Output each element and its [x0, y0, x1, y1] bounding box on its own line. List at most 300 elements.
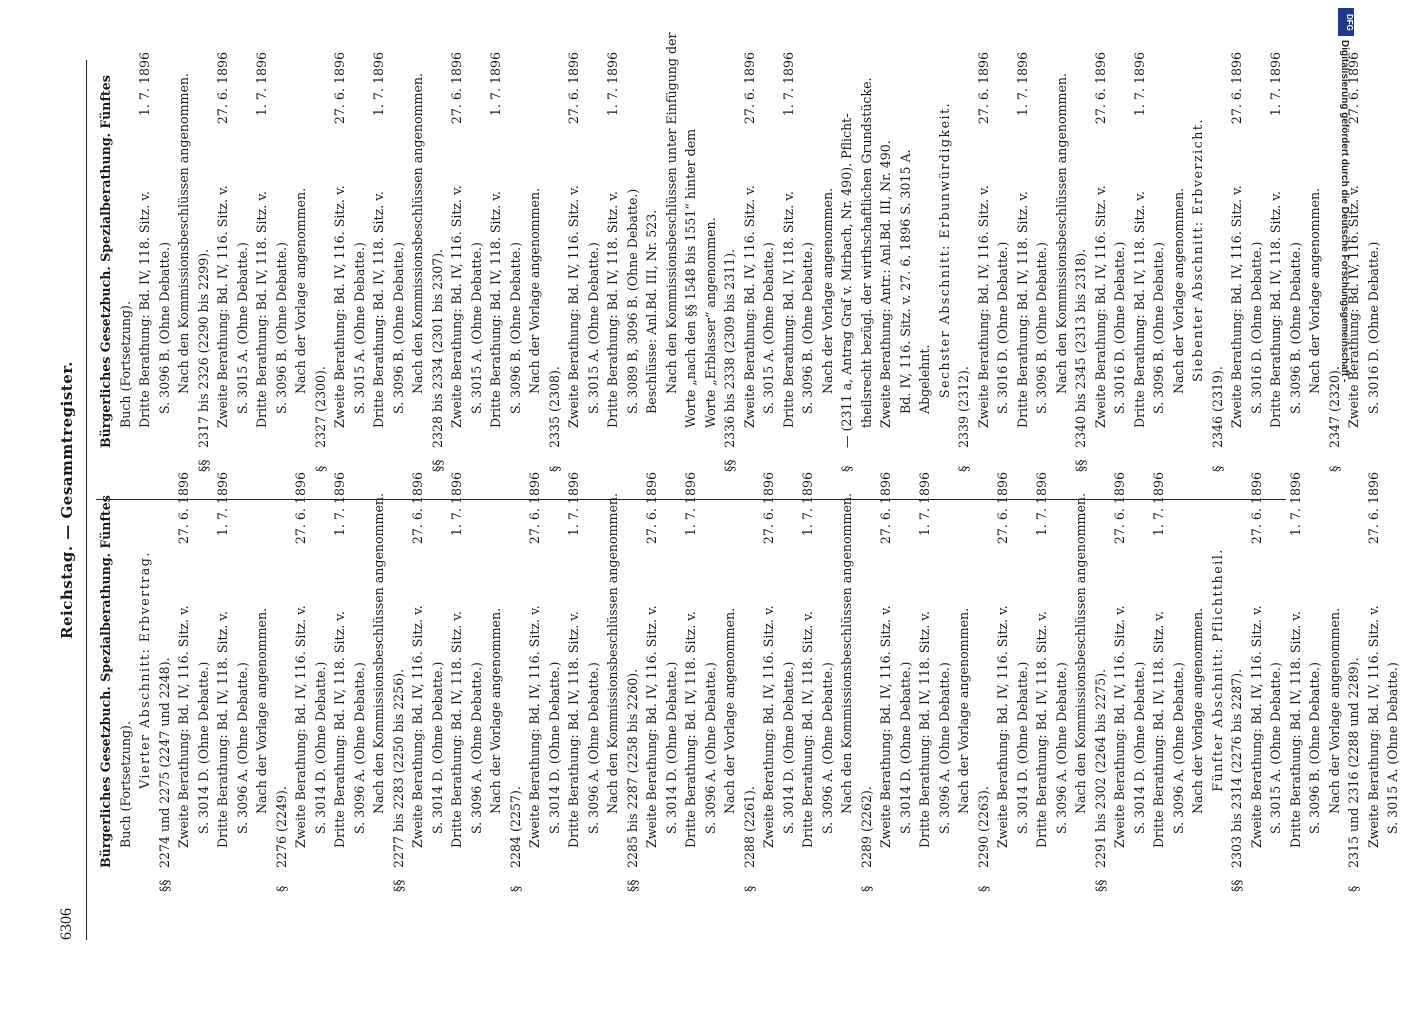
section-sign: §§: [1092, 879, 1108, 892]
entry-text: 2340 bis 2345 (2313 bis 2318).: [1073, 248, 1088, 448]
session-date: 27. 6. 1896: [449, 52, 464, 125]
page-number: 6306: [58, 908, 75, 940]
entry-line: [213, 52, 233, 472]
entry-line: [759, 472, 779, 892]
entry-line: [350, 472, 370, 892]
entry-line: [291, 52, 311, 472]
entry-text: Dritte Berathung: Bd. IV, 118. Sitz. v.: [1268, 191, 1283, 428]
section-sign: §: [1209, 465, 1225, 472]
section-sign: §§: [1073, 459, 1088, 472]
entry-line: [1364, 472, 1384, 892]
entry-line: [584, 472, 604, 892]
entry-text: S. 3014 D. (Ohne Debatte.): [663, 661, 679, 834]
entry-text: S. 3096 B. (Ohne Debatte.): [507, 241, 523, 414]
session-date: 27. 6. 1896: [1112, 472, 1127, 545]
entry-text: Zweite Berathung: Bd. IV, 116. Sitz. v.: [1112, 605, 1127, 848]
session-date: 1. 7. 1896: [1151, 472, 1166, 537]
section-sign: §: [858, 885, 874, 892]
entry-text: Zweite Berathung: Bd. IV, 116. Sitz. v.: [527, 605, 542, 848]
entry-text: Buch (Fortsetzung).: [117, 301, 133, 428]
entry-line: [252, 52, 272, 472]
entry-text: S. 3016 D. (Ohne Debatte.): [1365, 241, 1381, 414]
entry-text: 2335 (2308).: [546, 366, 562, 448]
entry-text: Zweite Berathung: Bd. IV, 116. Sitz. v.: [878, 605, 893, 848]
entry-line: [1032, 472, 1052, 892]
entry-line: [350, 52, 370, 472]
session-date: 27. 6. 1896: [1346, 52, 1361, 125]
entry-line: [1169, 472, 1189, 892]
session-date: 1. 7. 1896: [605, 52, 620, 117]
entry-line: [720, 52, 740, 472]
entry-line: [233, 52, 253, 472]
entry-line: [857, 52, 877, 472]
entry-text: S. 3096 A. (Ohne Debatte.): [234, 662, 250, 834]
entry-line: [1208, 52, 1228, 472]
entry-text: 2303 bis 2314 (2276 bis 2287).: [1229, 668, 1244, 868]
entry-text: Siebenter Abschnitt: Erbverzicht.: [1190, 118, 1205, 382]
session-date: 27. 6. 1896: [975, 52, 991, 125]
entry-line: [1130, 472, 1150, 892]
entry-text: Dritte Berathung: Bd. IV, 118. Sitz. v.: [137, 191, 152, 428]
entry-text: Fünfter Abschnitt: Pflichttheil.: [1209, 548, 1225, 792]
entry-text: Nach der Vorlage angenommen.: [956, 607, 971, 814]
entry-line: [564, 52, 584, 472]
session-date: 1. 7. 1896: [332, 472, 347, 537]
section-sign: §§: [195, 459, 211, 472]
session-date: 1. 7. 1896: [780, 52, 796, 117]
entry-text: 2327 (2300).: [312, 366, 328, 448]
entry-line: [584, 52, 604, 472]
entry-line: [447, 52, 467, 472]
entry-line: [1052, 52, 1072, 472]
session-date: 27. 6. 1896: [995, 472, 1010, 545]
section-sign: §: [546, 465, 562, 472]
entry-line: [545, 52, 565, 472]
entry-text: Dritte Berathung: Bd. IV, 118. Sitz. v.: [605, 191, 620, 428]
entry-line: [174, 472, 194, 892]
entry-text: S. 3016 D. (Ohne Debatte.): [995, 241, 1010, 414]
entry-line: [174, 52, 194, 472]
entry-line: [876, 472, 896, 892]
entry-line: [1071, 472, 1091, 892]
entry-text: Dritte Berathung: Bd. IV, 118. Sitz. v.: [800, 611, 815, 848]
entry-line: [1149, 472, 1169, 892]
entry-text: Zweite Berathung: Bd. IV, 116. Sitz. v.: [975, 185, 991, 428]
entry-line: [896, 52, 916, 472]
entry-line: [194, 52, 214, 472]
entry-text: Zweite Berathung: Bd. IV, 116. Sitz. v.: [176, 605, 191, 848]
entry-line: [330, 472, 350, 892]
entry-text: 2317 bis 2326 (2290 bis 2299).: [195, 248, 211, 448]
session-date: 1. 7. 1896: [449, 472, 464, 537]
entry-text: Nach der Vorlage angenommen.: [254, 607, 269, 814]
entry-line: [701, 472, 721, 892]
entry-line: [1266, 472, 1286, 892]
entry-text: Zweite Berathung: Bd. IV, 116. Sitz. v.: [761, 605, 776, 848]
section-sign: §§: [1229, 879, 1244, 892]
entry-text: Nach der Vorlage angenommen.: [1307, 187, 1322, 394]
entry-line: [155, 472, 175, 892]
entry-text: Nach der Vorlage angenommen.: [293, 187, 308, 394]
entry-line: [155, 52, 175, 472]
section-sign: §§: [156, 879, 172, 892]
entry-text: S. 3015 A. (Ohne Debatte.): [1385, 662, 1400, 834]
entry-text: 2285 bis 2287 (2258 bis 2260).: [624, 668, 640, 868]
section-sign: §: [839, 465, 854, 472]
entry-line: [915, 52, 935, 472]
session-date: 1. 7. 1896: [488, 52, 503, 117]
entry-text: Dritte Berathung: Bd. IV, 118. Sitz. v.: [254, 191, 269, 428]
entry-text: Nach den Kommissionsbeschlüssen angenommen.: [839, 492, 854, 814]
entry-text: S. 3015 A. (Ohne Debatte.): [234, 242, 250, 414]
entry-line: [935, 472, 955, 892]
entry-text: Worte „Erblasser“ angenommen.: [702, 217, 718, 428]
entry-text: Dritte Berathung: Bd. IV, 118. Sitz. v.: [566, 611, 581, 848]
entry-line: [974, 52, 994, 472]
left-column: [96, 472, 1403, 892]
session-date: 27. 6. 1896: [741, 52, 757, 125]
entry-line: [603, 472, 623, 892]
entry-text: Nach der Vorlage angenommen.: [1190, 607, 1205, 814]
section-sign: §§: [390, 879, 406, 892]
entry-line: [1110, 52, 1130, 472]
entry-text: 2290 (2263).: [975, 786, 991, 868]
session-date: 1. 7. 1896: [800, 472, 815, 537]
entry-text: S. 3014 D. (Ohne Debatte.): [312, 661, 328, 834]
entry-text: Zweite Berathung: Bd. IV, 116. Sitz. v.: [332, 185, 347, 428]
entry-text: Zweite Berathung: Bd. IV, 116. Sitz. v.: [1248, 605, 1264, 848]
entry-line: [1188, 52, 1208, 472]
entry-text: Zweite Berathung: Bd. IV, 116. Sitz. v.: [566, 185, 581, 428]
entry-line: [1286, 472, 1306, 892]
entry-line: [1130, 52, 1150, 472]
entry-line: [798, 472, 818, 892]
entry-line: [428, 472, 448, 892]
session-date: 27. 6. 1896: [1248, 472, 1264, 545]
entry-line: [720, 472, 740, 892]
entry-text: S. 3096 A. (Ohne Debatte.): [468, 662, 484, 834]
entry-line: [1013, 472, 1033, 892]
session-date: 27. 6. 1896: [761, 472, 776, 545]
entry-text: S. 3096 B. (Ohne Debatte.): [156, 241, 172, 414]
entry-line: [96, 52, 116, 472]
session-date: 27. 6. 1896: [293, 472, 308, 545]
session-date: 1. 7. 1896: [566, 472, 581, 537]
entry-text: Zweite Berathung: Bd. IV, 116. Sitz. v.: [1365, 605, 1381, 848]
entry-text: S. 3096 A. (Ohne Debatte.): [1170, 662, 1186, 834]
entry-text: S. 3014 D. (Ohne Debatte.): [1131, 661, 1147, 834]
entry-line: [486, 52, 506, 472]
entry-line: [1364, 52, 1384, 472]
entry-text: Dritte Berathung: Bd. IV, 118. Sitz. v.: [215, 611, 230, 848]
entry-line: [1286, 52, 1306, 472]
entry-text: 2339 (2312).: [956, 366, 971, 448]
entry-line: [662, 32, 682, 472]
entry-text: S. 3096 B. (Ohne Debatte.): [800, 241, 815, 414]
section-sign: §: [507, 885, 523, 892]
entry-line: [1091, 52, 1111, 472]
entry-text: Zweite Berathung: Bd. IV, 116. Sitz. v.: [1092, 185, 1108, 428]
entry-text: 2289 (2262).: [858, 786, 874, 868]
entry-line: [974, 472, 994, 892]
entry-text: Worte „nach den §§ 1548 bis 1551“ hinter dem: [683, 128, 698, 428]
entry-text: 2336 bis 2338 (2309 bis 2311).: [722, 248, 737, 448]
entry-line: [506, 472, 526, 892]
entry-line: [896, 472, 916, 892]
entry-line: [545, 472, 565, 892]
entry-line: [1091, 472, 1111, 892]
entry-line: [1305, 472, 1325, 892]
entry-text: Dritte Berathung: Bd. IV, 118. Sitz. v.: [371, 191, 386, 428]
entry-text: Zweite Berathung: Bd. IV, 116. Sitz. v.: [644, 605, 659, 848]
entry-text: 2284 (2257).: [507, 786, 523, 868]
entry-text: S. 3096 A. (Ohne Debatte.): [702, 662, 718, 834]
entry-text: Dritte Berathung: Bd. IV, 118. Sitz. v.: [917, 611, 932, 848]
entry-line: [681, 472, 701, 892]
section-sign: §: [1346, 885, 1361, 892]
session-date: 27. 6. 1896: [332, 52, 347, 125]
section-sign: §: [312, 465, 328, 472]
entry-text: S. 3096 B. (Ohne Debatte.): [1307, 661, 1322, 834]
section-sign: §§: [429, 459, 445, 472]
entry-text: Dritte Berathung: Bd. IV, 118. Sitz. v.: [1287, 611, 1303, 848]
entry-line: [506, 52, 526, 472]
entry-text: S. 3096 B. (Ohne Debatte.): [390, 241, 406, 414]
entry-line: [525, 52, 545, 472]
entry-text: S. 3014 D. (Ohne Debatte.): [195, 661, 211, 834]
entry-line: [291, 472, 311, 892]
entry-text: S. 3096 A. (Ohne Debatte.): [585, 662, 601, 834]
entry-text: S. 3015 A. (Ohne Debatte.): [468, 242, 484, 414]
entry-line: [779, 52, 799, 472]
entry-line: [1247, 472, 1267, 892]
entry-line: [837, 472, 857, 892]
entry-text: Zweite Berathung: Bd. IV, 116. Sitz. v.: [215, 185, 230, 428]
entry-text: Dritte Berathung: Bd. IV, 118. Sitz. v.: [488, 191, 503, 428]
entry-text: Nach den Kommissionsbeschlüssen angenommen.: [410, 72, 425, 394]
entry-line: [194, 472, 214, 892]
entry-text: S. 3096 A. (Ohne Debatte.): [936, 662, 952, 834]
section-sign: §: [975, 885, 991, 892]
entry-line: [428, 52, 448, 472]
entry-line: [701, 52, 721, 472]
entry-text: Nach der Vorlage angenommen.: [1170, 187, 1186, 394]
entry-line: [447, 472, 467, 892]
entry-text: Zweite Berathung: Antr.: Anl.Bd. III, Nr. 490.: [878, 140, 893, 428]
session-date: 1. 7. 1896: [683, 472, 698, 537]
entry-line: [389, 52, 409, 472]
entry-line: [1305, 52, 1325, 472]
entry-text: Nach den Kommissionsbeschlüssen angenommen.: [176, 72, 191, 394]
session-date: 27. 6. 1896: [644, 472, 659, 545]
entry-text: Bürgerliches Gesetzbuch. Spezialberathung. Fünftes: [98, 495, 113, 868]
entry-line: [993, 472, 1013, 892]
entry-text: Zweite Berathung: Bd. IV, 116. Sitz. v.: [1229, 185, 1244, 428]
entry-text: S. 3014 D. (Ohne Debatte.): [429, 661, 445, 834]
entry-line: [954, 472, 974, 892]
entry-text: S. 3015 A. (Ohne Debatte.): [351, 242, 367, 414]
entry-line: [330, 52, 350, 472]
entry-text: S. 3089 B, 3096 B. (Ohne Debatte.): [624, 188, 640, 414]
entry-text: Beschlüsse: Anl.Bd. III, Nr. 523.: [644, 209, 659, 414]
section-sign: §: [741, 885, 757, 892]
entry-line: [623, 472, 643, 892]
entry-text: Zweite Berathung: Bd. IV, 116. Sitz. v.: [995, 605, 1010, 848]
session-date: 27. 6. 1896: [527, 472, 542, 545]
entry-line: [1149, 52, 1169, 472]
entry-text: Bürgerliches Gesetzbuch. Spezialberathung. Fünftes: [98, 75, 113, 448]
entry-text: 2288 (2261).: [741, 786, 757, 868]
session-date: 1. 7. 1896: [1287, 472, 1303, 537]
entry-text: S. 3096 A. (Ohne Debatte.): [351, 662, 367, 834]
entry-line: [740, 472, 760, 892]
entry-line: [915, 472, 935, 892]
section-sign: §§: [624, 879, 640, 892]
entry-line: [369, 52, 389, 472]
entry-line: [1383, 472, 1403, 892]
dfg-logo: DFG: [1338, 8, 1354, 36]
entry-text: Nach den Kommissionsbeschlüssen angenommen.: [1073, 492, 1088, 814]
session-date: 1. 7. 1896: [1014, 52, 1030, 117]
entry-text: S. 3096 B. (Ohne Debatte.): [1034, 241, 1049, 414]
entry-line: [857, 472, 877, 892]
entry-line: [311, 472, 331, 892]
entry-text: Abgelehnt.: [917, 344, 932, 414]
entry-text: 2291 bis 2302 (2264 bis 2275).: [1092, 668, 1108, 868]
entry-text: Nach der Vorlage angenommen.: [819, 187, 835, 394]
entry-line: [642, 52, 662, 472]
entry-line: [369, 472, 389, 892]
entry-text: S. 3096 A. (Ohne Debatte.): [1053, 662, 1069, 834]
entry-text: Nach den Kommissionsbeschlüssen angenommen.: [371, 492, 386, 814]
session-date: 1. 7. 1896: [371, 52, 386, 117]
entry-text: 2274 und 2275 (2247 und 2248).: [156, 657, 172, 868]
entry-text: S. 3096 B. (Ohne Debatte.): [1287, 241, 1303, 414]
entry-text: — (2311 a, Antrag Graf v. Mirbach, Nr. 490). Pflicht-: [839, 113, 854, 448]
entry-text: theilsrecht bezügl. der wirthschaftlichen Grundstücke.: [858, 77, 874, 428]
entry-line: [1169, 52, 1189, 472]
entry-text: Dritte Berathung: Bd. IV, 118. Sitz. v.: [1034, 611, 1049, 848]
entry-text: S. 3096 A. (Ohne Debatte.): [819, 662, 835, 834]
session-date: 27. 6. 1896: [410, 472, 425, 545]
section-sign: §: [273, 885, 289, 892]
entry-line: [1227, 472, 1247, 892]
entry-line: [798, 52, 818, 472]
entry-text: S. 3015 A. (Ohne Debatte.): [761, 242, 776, 414]
entry-text: 2347 (2320).: [1326, 366, 1342, 448]
entry-line: [1032, 52, 1052, 472]
entry-line: [116, 52, 136, 472]
entry-text: 2276 (2249).: [273, 786, 289, 868]
entry-text: Nach der Vorlage angenommen.: [1326, 607, 1342, 814]
entry-line: [740, 52, 760, 472]
entry-text: Vierter Abschnitt: Erbvertrag.: [137, 551, 152, 789]
entry-text: S. 3014 D. (Ohne Debatte.): [546, 661, 562, 834]
session-date: 27. 6. 1896: [1092, 52, 1108, 125]
running-head: [58, 60, 84, 940]
entry-line: [779, 472, 799, 892]
entry-text: 2315 und 2316 (2288 und 2289).: [1346, 657, 1361, 868]
entry-text: Sechster Abschnitt: Erbunwürdigkeit.: [936, 101, 952, 399]
entry-line: [467, 52, 487, 472]
session-date: 1. 7. 1896: [1034, 472, 1049, 537]
entry-line: [564, 472, 584, 892]
entry-text: Zweite Berathung: Bd. IV, 116. Sitz. v.: [410, 605, 425, 848]
entry-line: [1266, 52, 1286, 472]
entry-line: [213, 472, 233, 892]
entry-line: [681, 52, 701, 472]
entry-text: Nach der Vorlage angenommen.: [488, 607, 503, 814]
entry-text: Zweite Berathung: Bd. IV, 116. Sitz. v.: [449, 185, 464, 428]
entry-line: [1071, 52, 1091, 472]
session-date: 1. 7. 1896: [1131, 52, 1147, 117]
session-date: 27. 6. 1896: [878, 472, 893, 545]
entry-line: [1227, 52, 1247, 472]
entry-text: Zweite Berathung: Bd. IV, 116. Sitz. v.: [293, 605, 308, 848]
session-date: 27. 6. 1896: [566, 52, 581, 125]
entry-text: Zweite Berathung: Bd. IV, 116. Sitz. v.: [741, 185, 757, 428]
header-rule: [86, 60, 87, 940]
entry-text: Buch (Fortsetzung).: [117, 721, 133, 848]
entry-text: 2328 bis 2334 (2301 bis 2307).: [429, 248, 445, 448]
entry-line: [954, 52, 974, 472]
entry-line: [662, 472, 682, 892]
entry-line: [1013, 52, 1033, 472]
session-date: 27. 6. 1896: [1229, 52, 1244, 125]
entry-line: [1188, 472, 1208, 892]
entry-text: S. 3015 A. (Ohne Debatte.): [1268, 662, 1283, 834]
right-column: [96, 32, 1383, 472]
entry-text: Bd. IV, 116. Sitz. v. 27. 6. 1896 S. 3015 A.: [897, 149, 913, 414]
entry-text: Nach der Vorlage angenommen.: [722, 607, 737, 814]
entry-line: [311, 52, 331, 472]
entry-text: Zweite Berathung: Bd. IV, 116. Sitz. v.: [1346, 185, 1361, 428]
entry-text: S. 3015 A. (Ohne Debatte.): [585, 242, 601, 414]
session-date: 1. 7. 1896: [254, 52, 269, 117]
entry-line: [467, 472, 487, 892]
entry-text: S. 3014 D. (Ohne Debatte.): [1014, 661, 1030, 834]
entry-line: [603, 52, 623, 472]
entry-line: [1110, 472, 1130, 892]
entry-text: Nach den Kommissionsbeschlüssen angenommen.: [1053, 72, 1069, 394]
page-title: Reichstag. — Gesammtregister.: [58, 361, 76, 639]
entry-text: Dritte Berathung: Bd. IV, 118. Sitz. v.: [1131, 191, 1147, 428]
entry-text: Dritte Berathung: Bd. IV, 118. Sitz. v.: [1014, 191, 1030, 428]
entry-line: [135, 52, 155, 472]
entry-text: Nach den Kommissionsbeschlüssen angenommen.: [605, 492, 620, 814]
entry-text: Dritte Berathung: Bd. IV, 118. Sitz. v.: [332, 611, 347, 848]
entry-line: [389, 472, 409, 892]
entry-line: [252, 472, 272, 892]
entry-text: Nach den Kommissionsbeschlüssen unter Einfügung der: [663, 32, 679, 394]
entry-text: Dritte Berathung: Bd. IV, 118. Sitz. v.: [780, 191, 796, 428]
entry-line: [935, 52, 955, 472]
entry-line: [642, 472, 662, 892]
entry-line: [1247, 52, 1267, 472]
session-date: 27. 6. 1896: [176, 472, 191, 545]
entry-line: [818, 472, 838, 892]
entry-text: Dritte Berathung: Bd. IV, 118. Sitz. v.: [1151, 611, 1166, 848]
session-date: 1. 7. 1896: [1268, 52, 1283, 117]
entry-text: S. 3096 B. (Ohne Debatte.): [1151, 241, 1166, 414]
entry-text: Dritte Berathung: Bd. IV, 118. Sitz. v.: [449, 611, 464, 848]
entry-line: [818, 52, 838, 472]
section-sign: §: [1326, 465, 1342, 472]
entry-text: S. 3014 D. (Ohne Debatte.): [897, 661, 913, 834]
session-date: 1. 7. 1896: [137, 52, 152, 117]
entry-line: [96, 472, 116, 892]
entry-text: S. 3096 B. (Ohne Debatte.): [273, 241, 289, 414]
